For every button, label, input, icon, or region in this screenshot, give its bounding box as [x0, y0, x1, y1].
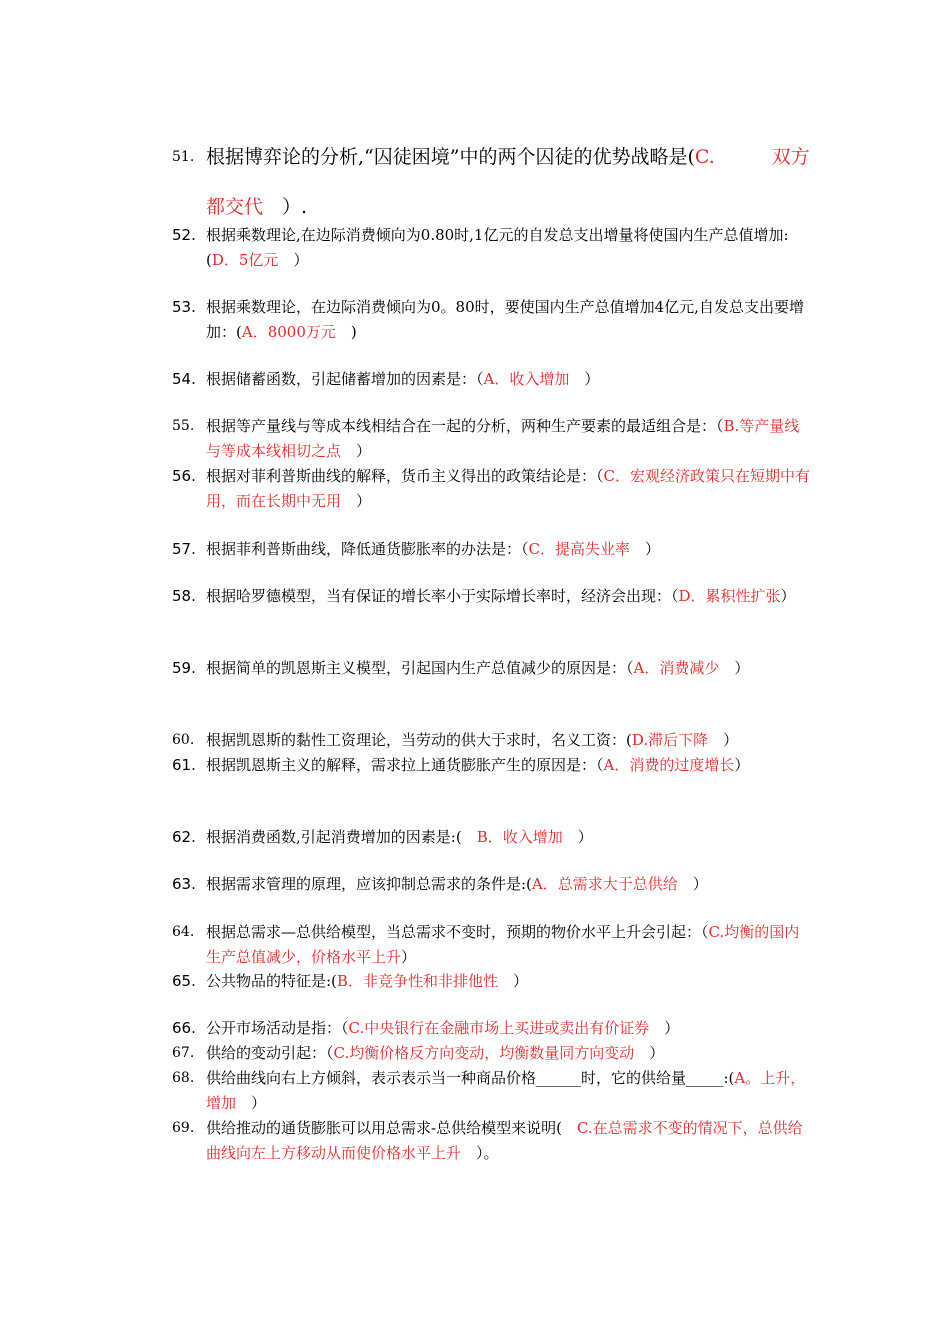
question-59	[172, 656, 812, 681]
question-number: 52.	[172, 226, 196, 244]
question-number: 55.	[172, 418, 195, 434]
question-text: 根据对菲利普斯曲线的解释，货币主义得出的政策结论是：（	[206, 467, 604, 485]
question-answer: D．累积性扩张	[678, 587, 781, 605]
question-number: 64.	[172, 924, 195, 940]
question-number: 63.	[172, 875, 196, 893]
question-text: 根据博弈论的分析,“囚徒困境”中的两个囚徒的优势战略是(	[206, 146, 695, 168]
question-tail: ）	[780, 587, 796, 605]
question-text: 供给曲线向右上方倾斜，表示表示当一种商品价格______时，它的供给量_____:(	[206, 1069, 735, 1087]
question-53	[172, 295, 812, 345]
question-answer: A．8000万元	[241, 323, 336, 341]
question-number: 51.	[172, 149, 195, 165]
question-tail: ）	[719, 659, 750, 677]
question-answer: D．5亿元	[211, 251, 279, 269]
question-text: 根据凯恩斯的黏性工资理论，当劳动的供大于求时，名义工资：(	[206, 731, 632, 749]
question-text: 根据凯恩斯主义的解释，需求拉上通货膨胀产生的原因是：（	[206, 756, 604, 774]
question-61	[172, 753, 812, 778]
question-tail: ）	[630, 540, 661, 558]
question-tail: ）	[562, 828, 593, 846]
question-answer: A。上升，增加	[206, 1069, 806, 1112]
question-57	[172, 537, 812, 562]
question-tail: ）	[649, 1019, 680, 1037]
question-64	[172, 920, 812, 970]
question-tail: ）	[401, 948, 417, 966]
question-answer: A．总需求大于总供给	[531, 875, 678, 893]
question-tail: ）.	[263, 196, 308, 218]
question-answer: D.滞后下降	[631, 731, 709, 749]
question-tail: ）	[497, 972, 528, 990]
question-55	[172, 414, 812, 464]
question-tail: ）	[341, 442, 372, 460]
question-number: 66.	[172, 1019, 196, 1037]
question-answer: B.等产量线与等成本线相切之点	[206, 417, 800, 460]
question-tail: ）	[278, 251, 309, 269]
question-number: 65.	[172, 972, 196, 990]
question-number: 53.	[172, 298, 196, 316]
question-text: 根据消费函数,引起消费增加的因素是:(	[206, 828, 477, 846]
question-52	[172, 223, 812, 273]
question-tail: ）	[569, 370, 600, 388]
question-text: 根据总需求—总供给模型，当总需求不变时，预期的物价水平上升会引起：（	[206, 923, 709, 941]
question-text: 根据乘数理论,在边际消费倾向为0.80时,1亿元的自发总支出增量将使国内生产总值增加:(	[206, 226, 789, 269]
question-text: 根据乘数理论，在边际消费倾向为0。80时，要使国内生产总值增加4亿元,自发总支出要增加：(	[206, 298, 804, 341]
question-answer: C.均衡价格反方向变动，均衡数量同方向变动	[333, 1044, 635, 1062]
question-text: 根据菲利普斯曲线，降低通货膨胀率的办法是：（	[206, 540, 529, 558]
question-number: 54.	[172, 370, 196, 388]
question-51	[172, 132, 812, 232]
question-answer: C.中央银行在金融市场上买进或卖出有价证券	[348, 1019, 650, 1037]
question-number: 58.	[172, 587, 196, 605]
question-text: 根据哈罗德模型，当有保证的增长率小于实际增长率时，经济会出现：（	[206, 587, 679, 605]
question-tail: ）	[236, 1094, 267, 1112]
question-answer: B．非竞争性和非排他性	[336, 972, 498, 990]
question-text: 供给的变动引起：（	[206, 1044, 334, 1062]
question-number: 60.	[172, 732, 195, 748]
question-tail: ）	[677, 875, 708, 893]
question-62	[172, 825, 812, 850]
question-answer: C.均衡的国内生产总值减少，价格水平上升	[206, 923, 800, 966]
question-60	[172, 728, 812, 753]
question-tail: )	[335, 323, 357, 341]
question-58	[172, 584, 812, 609]
question-answer: A．消费的过度增长	[603, 756, 735, 774]
question-63	[172, 872, 812, 897]
question-number: 57.	[172, 540, 196, 558]
question-tail: ）	[708, 731, 739, 749]
question-tail: ）	[734, 756, 750, 774]
question-number: 67.	[172, 1045, 195, 1061]
question-answer: A．消费减少	[633, 659, 720, 677]
question-number: 68.	[172, 1070, 195, 1086]
question-answer: B．收入增加	[476, 828, 563, 846]
question-text: 根据简单的凯恩斯主义模型，引起国内生产总值减少的原因是：（	[206, 659, 634, 677]
question-text: 根据需求管理的原理，应该抑制总需求的条件是:(	[206, 875, 532, 893]
question-54	[172, 367, 812, 392]
question-67	[172, 1041, 812, 1066]
question-68	[172, 1066, 812, 1116]
question-answer: C．提高失业率	[528, 540, 630, 558]
question-number: 61.	[172, 756, 196, 774]
question-number: 62.	[172, 828, 196, 846]
question-answer: C. 双方都交代	[206, 146, 810, 218]
question-text: 公开市场活动是指：（	[206, 1019, 349, 1037]
question-69	[172, 1116, 812, 1166]
question-number: 69.	[172, 1120, 195, 1136]
question-66	[172, 1016, 812, 1041]
question-tail: ）。	[461, 1144, 499, 1162]
question-number: 56.	[172, 467, 196, 485]
question-number: 59.	[172, 659, 196, 677]
question-answer: C.在总需求不变的情况下，总供给曲线向左上方移动从而使价格水平上升	[206, 1119, 803, 1162]
question-text: 公共物品的特征是:(	[206, 972, 337, 990]
question-answer: C．宏观经济政策只在短期中有用，而在长期中无用	[206, 467, 810, 510]
question-text: 根据储蓄函数，引起储蓄增加的因素是：（	[206, 370, 484, 388]
question-tail: ）	[341, 492, 372, 510]
question-56	[172, 464, 812, 514]
question-text: 供给推动的通货膨胀可以用总需求-总供给模型来说明(	[206, 1119, 577, 1137]
question-65	[172, 969, 812, 994]
question-answer: A．收入增加	[483, 370, 570, 388]
question-text: 根据等产量线与等成本线相结合在一起的分析，两种生产要素的最适组合是：（	[206, 417, 724, 435]
question-tail: ）	[634, 1044, 665, 1062]
